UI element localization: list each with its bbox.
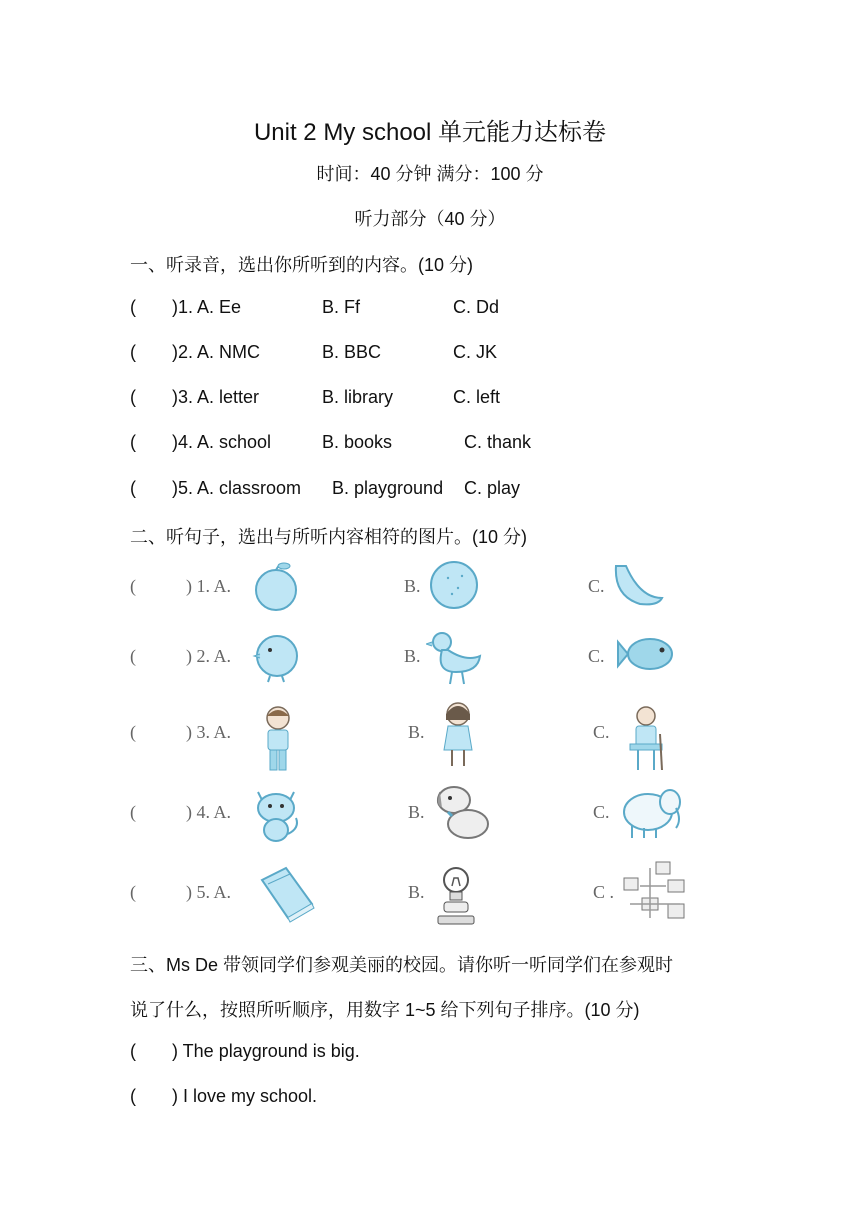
question-option-c: C. JK xyxy=(453,342,498,362)
picture-option-a-label: ) 3. A. xyxy=(186,722,231,742)
picture-option-b-label: B. xyxy=(404,576,421,596)
girl-icon xyxy=(438,698,478,770)
ordering-sentence: ) The playground is big. xyxy=(172,1041,360,1061)
question-option-c: C. Dd xyxy=(453,297,500,317)
duck-icon xyxy=(426,628,484,686)
picture-option-a-label: ) 5. A. xyxy=(186,882,231,902)
question-option-a: )4. A. school xyxy=(172,432,272,452)
boy-icon xyxy=(258,704,298,774)
cat-icon xyxy=(248,784,304,844)
question-option-b: B. books xyxy=(322,432,393,452)
picture-option-a-label: ) 2. A. xyxy=(186,646,231,666)
picture-option-b-label: B. xyxy=(408,722,425,742)
answer-paren: ( xyxy=(130,297,136,317)
chick-icon xyxy=(252,628,302,684)
banana-icon xyxy=(610,560,666,610)
listening-part-heading: 听力部分（40 分） xyxy=(354,209,506,229)
answer-paren: ( xyxy=(130,722,136,742)
picture-question-row xyxy=(130,558,730,628)
section3-heading-line2: 说了什么，按照所听顺序，用数字 1~5 给下列句子排序。(10 分) xyxy=(130,1000,640,1020)
answer-paren: ( xyxy=(130,882,136,902)
picture-option-c-label: C. xyxy=(588,576,605,596)
answer-paren: ( xyxy=(130,1086,136,1106)
answer-paren: ( xyxy=(130,342,136,362)
question-option-b: B. library xyxy=(322,387,394,407)
fish-icon xyxy=(616,628,676,678)
question-option-b: B. Ff xyxy=(322,297,361,317)
picture-option-a-label: ) 1. A. xyxy=(186,576,231,596)
picture-option-b-label: B. xyxy=(408,882,425,902)
grandpa-icon xyxy=(626,704,668,774)
answer-paren: ( xyxy=(130,1041,136,1061)
question-option-b: B. BBC xyxy=(322,342,382,362)
answer-paren: ( xyxy=(130,478,136,498)
question-option-a: )2. A. NMC xyxy=(172,342,261,362)
ordering-sentence: ) I love my school. xyxy=(172,1086,318,1106)
picture-option-c-label: C. xyxy=(593,722,610,742)
answer-paren: ( xyxy=(130,432,136,452)
question-option-c: C. thank xyxy=(464,432,532,452)
question-option-a: )5. A. classroom xyxy=(172,478,302,498)
apple-icon xyxy=(248,558,304,614)
picture-question-row xyxy=(130,864,730,934)
picture-question-row xyxy=(130,704,730,774)
question-option-a: )3. A. letter xyxy=(172,387,260,407)
question-option-c: C. play xyxy=(464,478,521,498)
picture-option-b-label: B. xyxy=(408,802,425,822)
answer-paren: ( xyxy=(130,646,136,666)
light-bulb-icon xyxy=(434,864,478,928)
map-icon xyxy=(620,858,690,928)
picture-question-row xyxy=(130,784,730,854)
picture-option-a-label: ) 4. A. xyxy=(186,802,231,822)
dog-icon xyxy=(432,782,492,844)
page-title: Unit 2 My school 单元能力达标卷 xyxy=(253,119,607,146)
answer-paren: ( xyxy=(130,576,136,596)
answer-paren: ( xyxy=(130,387,136,407)
section2-heading: 二、听句子，选出与所听内容相符的图片。(10 分) xyxy=(130,527,528,547)
section1-heading: 一、听录音，选出你所听到的内容。(10 分) xyxy=(130,255,474,275)
answer-paren: ( xyxy=(130,802,136,822)
picture-option-b-label: B. xyxy=(404,646,421,666)
picture-option-c-label: C. xyxy=(588,646,605,666)
time-score-line: 时间：40 分钟 满分：100 分 xyxy=(316,164,544,184)
question-option-c: C. left xyxy=(453,387,501,407)
question-option-b: B. playground xyxy=(332,478,444,498)
orange-icon xyxy=(428,558,480,612)
picture-option-c-label: C. xyxy=(593,802,610,822)
question-option-a: )1. A. Ee xyxy=(172,297,242,317)
book-icon xyxy=(256,864,316,924)
section3-heading-line1: 三、Ms De 带领同学们参观美丽的校园。请你听一听同学们在参观时 xyxy=(130,955,674,975)
elephant-icon xyxy=(620,784,684,840)
picture-question-row xyxy=(130,628,730,698)
picture-option-c-label: C . xyxy=(593,882,615,902)
